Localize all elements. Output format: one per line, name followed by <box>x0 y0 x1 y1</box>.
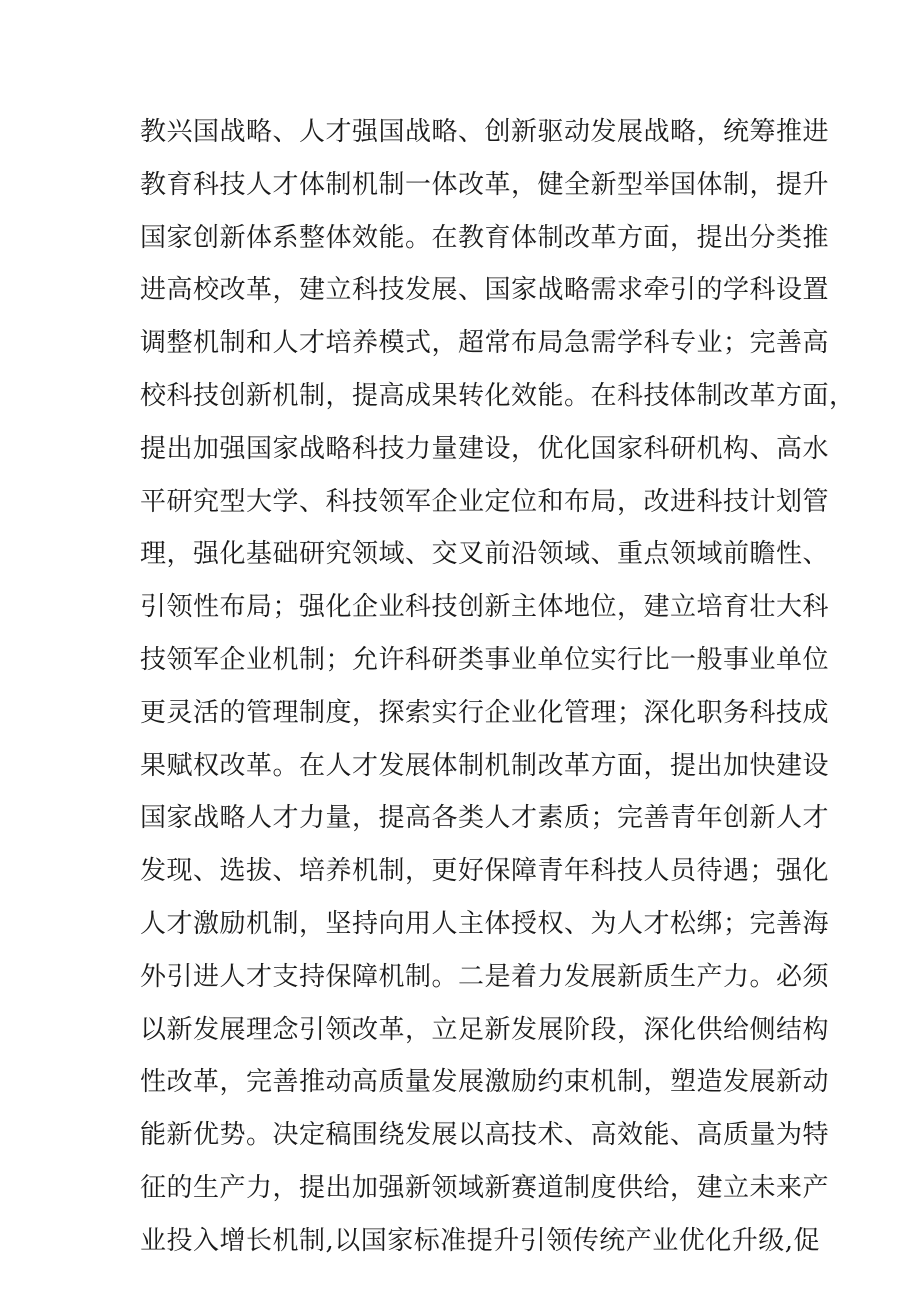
text-line: 进高校改革，建立科技发展、国家战略需求牵引的学科设置 <box>140 275 830 306</box>
text-line: 技领军企业机制；允许科研类事业单位实行比一般事业单位 <box>140 644 830 675</box>
text-line: 国家创新体系整体效能。在教育体制改革方面，提出分类推 <box>140 222 830 253</box>
text-line: 引领性布局；强化企业科技创新主体地位，建立培育壮大科 <box>140 592 830 623</box>
text-line: 性改革，完善推动高质量发展激励约束机制，塑造发展新动 <box>140 1067 830 1098</box>
text-line: 人才激励机制，坚持向用人主体授权、为人才松绑；完善海 <box>140 908 830 939</box>
text-line: 提出加强国家战略科技力量建设，优化国家科研机构、高水 <box>140 433 830 464</box>
text-line: 教育科技人才体制机制一体改革，健全新型举国体制，提升 <box>140 169 830 200</box>
text-line: 征的生产力，提出加强新领域新赛道制度供给，建立未来产 <box>140 1172 830 1203</box>
text-line: 发现、选拔、培养机制，更好保障青年科技人员待遇；强化 <box>140 856 830 887</box>
text-line: 教兴国战略、人才强国战略、创新驱动发展战略，统筹推进 <box>140 117 830 147</box>
text-line: 理，强化基础研究领域、交叉前沿领域、重点领域前瞻性、 <box>140 539 830 570</box>
text-line: 更灵活的管理制度，探索实行企业化管理；深化职务科技成 <box>140 697 830 728</box>
text-line: 校科技创新机制，提高成果转化效能。在科技体制改革方面， <box>140 380 856 411</box>
text-line: 外引进人才支持保障机制。二是着力发展新质生产力。必须 <box>140 961 830 992</box>
body-text <box>140 106 856 1268</box>
text-line: 能新优势。决定稿围绕发展以高技术、高效能、高质量为特 <box>140 1120 830 1151</box>
text-line: 以新发展理念引领改革，立足新发展阶段，深化供给侧结构 <box>140 1014 830 1045</box>
text-line: 业投入增长机制,以国家标准提升引领传统产业优化升级,促 <box>140 1225 821 1256</box>
text-line: 果赋权改革。在人才发展体制机制改革方面，提出加快建设 <box>140 750 830 781</box>
text-line: 平研究型大学、科技领军企业定位和布局，改进科技计划管 <box>140 486 830 517</box>
text-line: 调整机制和人才培养模式，超常布局急需学科专业；完善高 <box>140 328 830 359</box>
text-line: 国家战略人才力量，提高各类人才素质；完善青年创新人才 <box>140 803 830 834</box>
